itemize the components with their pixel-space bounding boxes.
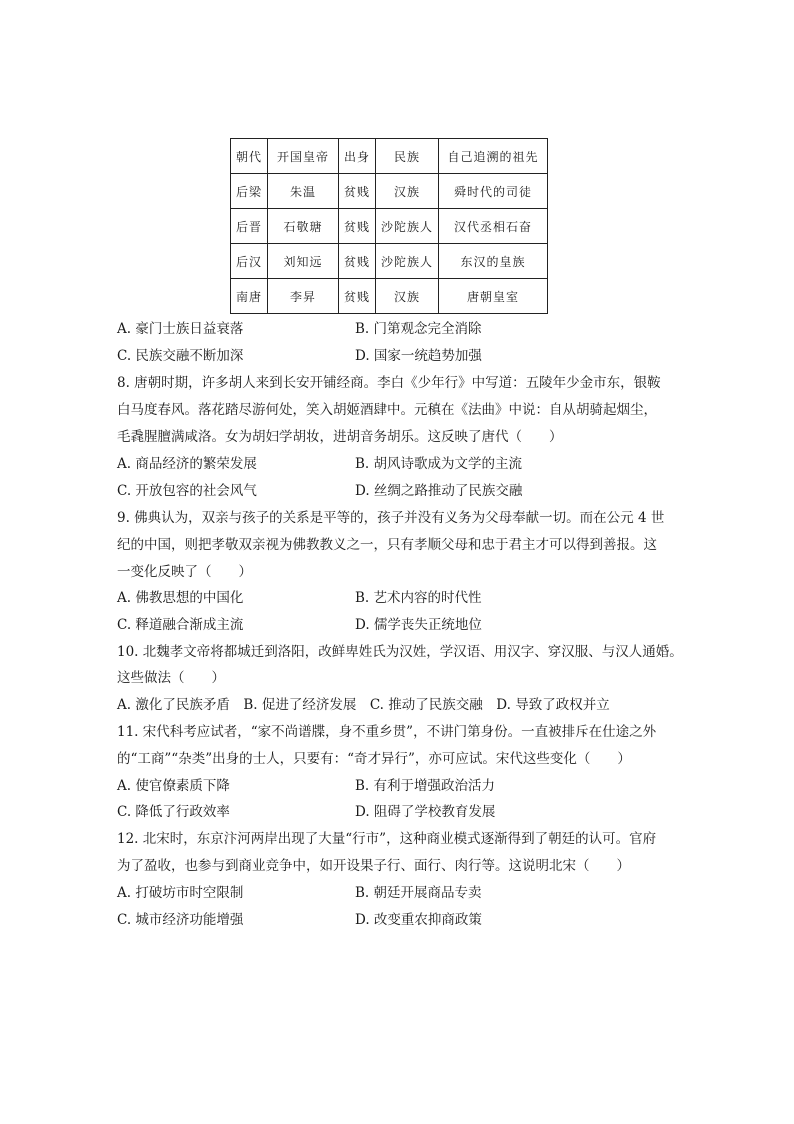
table-cell: 贫贱 [339,209,376,244]
table-cell: 石敬瑭 [268,209,339,244]
table-cell: 贫贱 [339,244,376,279]
q8-stem-line: 白马度春风。落花踏尽游何处，笑入胡姬酒肆中。元稹在《法曲》中说：自从胡骑起烟尘， [117,402,657,418]
table-cell: 后晋 [231,209,268,244]
table-cell: 汉族 [376,279,439,314]
table-cell: 李昇 [268,279,339,314]
q10-options: A. 激化了民族矛盾 B. 促进了经济发展 C. 推动了民族交融 D. 导致了政权并立 [117,697,610,713]
q8-stem-line: 8. 唐朝时期，许多胡人来到长安开铺经商。李白《少年行》中写道：五陵年少金市东，银鞍 [117,375,661,391]
table-header-cell: 自己追溯的祖先 [439,139,548,174]
q11-stem-line: 11. 宋代科考应试者，“家不尚谱牒，身不重乡贯”，不讲门第身份。一直被排斥在仕途之外 [117,724,657,740]
q11-option-d: D. 阻碍了学校教育发展 [355,804,496,820]
table-cell: 汉代丞相石奋 [439,209,548,244]
q8-stem-line: 毛毳腥膻满咸洛。女为胡妇学胡妆，进胡音务胡乐。这反映了唐代（ ） [117,429,563,445]
table-cell: 沙陀族人 [376,209,439,244]
q9-option-c: C. 释道融合渐成主流 [117,617,244,633]
q11-option-c: C. 降低了行政效率 [117,804,230,820]
table-cell: 刘知远 [268,244,339,279]
q8-option-a: A. 商品经济的繁荣发展 [117,456,257,472]
q12-option-b: B. 朝廷开展商品专卖 [355,885,482,901]
table-header-cell: 民族 [376,139,439,174]
table-header-row [231,139,548,174]
q9-stem-line: 9. 佛典认为，双亲与孩子的关系是平等的，孩子并没有义务为父母奉献一切。而在公元 4 世 [117,510,665,526]
q10-stem-line: 这些做法（ ） [117,670,225,686]
q7-option-a: A. 豪门士族日益衰落 [117,321,244,337]
q9-option-b: B. 艺术内容的时代性 [355,590,482,606]
q8-option-d: D. 丝绸之路推动了民族交融 [355,483,523,499]
table-row [231,279,548,314]
table-cell: 南唐 [231,279,268,314]
q9-stem-line: 纪的中国，则把孝敬双亲视为佛教教义之一，只有孝顺父母和忠于君主才可以得到善报。这 [117,537,657,553]
q9-stem-line: 一变化反映了（ ） [117,564,252,580]
table-row [231,244,548,279]
table-cell: 汉族 [376,174,439,209]
q9-option-a: A. 佛教思想的中国化 [117,590,244,606]
q12-option-c: C. 城市经济功能增强 [117,912,244,928]
q11-stem-line: 的“工商”“杂类”出身的士人，只要有：“奇才异行”，亦可应试。宋代这些变化（ ） [117,751,631,767]
q8-option-b: B. 胡风诗歌成为文学的主流 [355,456,523,472]
table-cell: 东汉的皇族 [439,244,548,279]
table-cell: 舜时代的司徒 [439,174,548,209]
q10-stem-line: 10. 北魏孝文帝将都城迁到洛阳，改鲜卑姓氏为汉姓，学汉语、用汉字、穿汉服、与汉人通婚。 [117,644,683,660]
q12-stem-line: 为了盈收，也参与到商业竞争中，如开设果子行、面行、肉行等。这说明北宋（ ） [117,858,630,874]
q11-option-b: B. 有利于增强政治活力 [355,778,496,794]
table-header-cell: 朝代 [231,139,268,174]
q12-option-a: A. 打破坊市时空限制 [117,885,244,901]
q9-option-d: D. 儒学丧失正统地位 [355,617,482,633]
table-row [231,174,548,209]
q7-option-b: B. 门第观念完全消除 [355,321,482,337]
q11-option-a: A. 使官僚素质下降 [117,778,230,794]
table-header-cell: 出身 [339,139,376,174]
table-header-cell: 开国皇帝 [268,139,339,174]
q12-option-d: D. 改变重农抑商政策 [355,912,482,928]
table-cell: 贫贱 [339,279,376,314]
table-cell: 朱温 [268,174,339,209]
q7-option-c: C. 民族交融不断加深 [117,348,244,364]
table-cell: 后汉 [231,244,268,279]
q8-option-c: C. 开放包容的社会风气 [117,483,257,499]
table-cell: 后梁 [231,174,268,209]
table-row [231,209,548,244]
dynasty-table [230,138,548,314]
table-cell: 贫贱 [339,174,376,209]
q12-stem-line: 12. 北宋时，东京汴河两岸出现了大量“行市”，这种商业模式逐渐得到了朝廷的认可。官府 [117,831,657,847]
table-cell: 沙陀族人 [376,244,439,279]
q7-option-d: D. 国家一统趋势加强 [355,348,482,364]
table-cell: 唐朝皇室 [439,279,548,314]
